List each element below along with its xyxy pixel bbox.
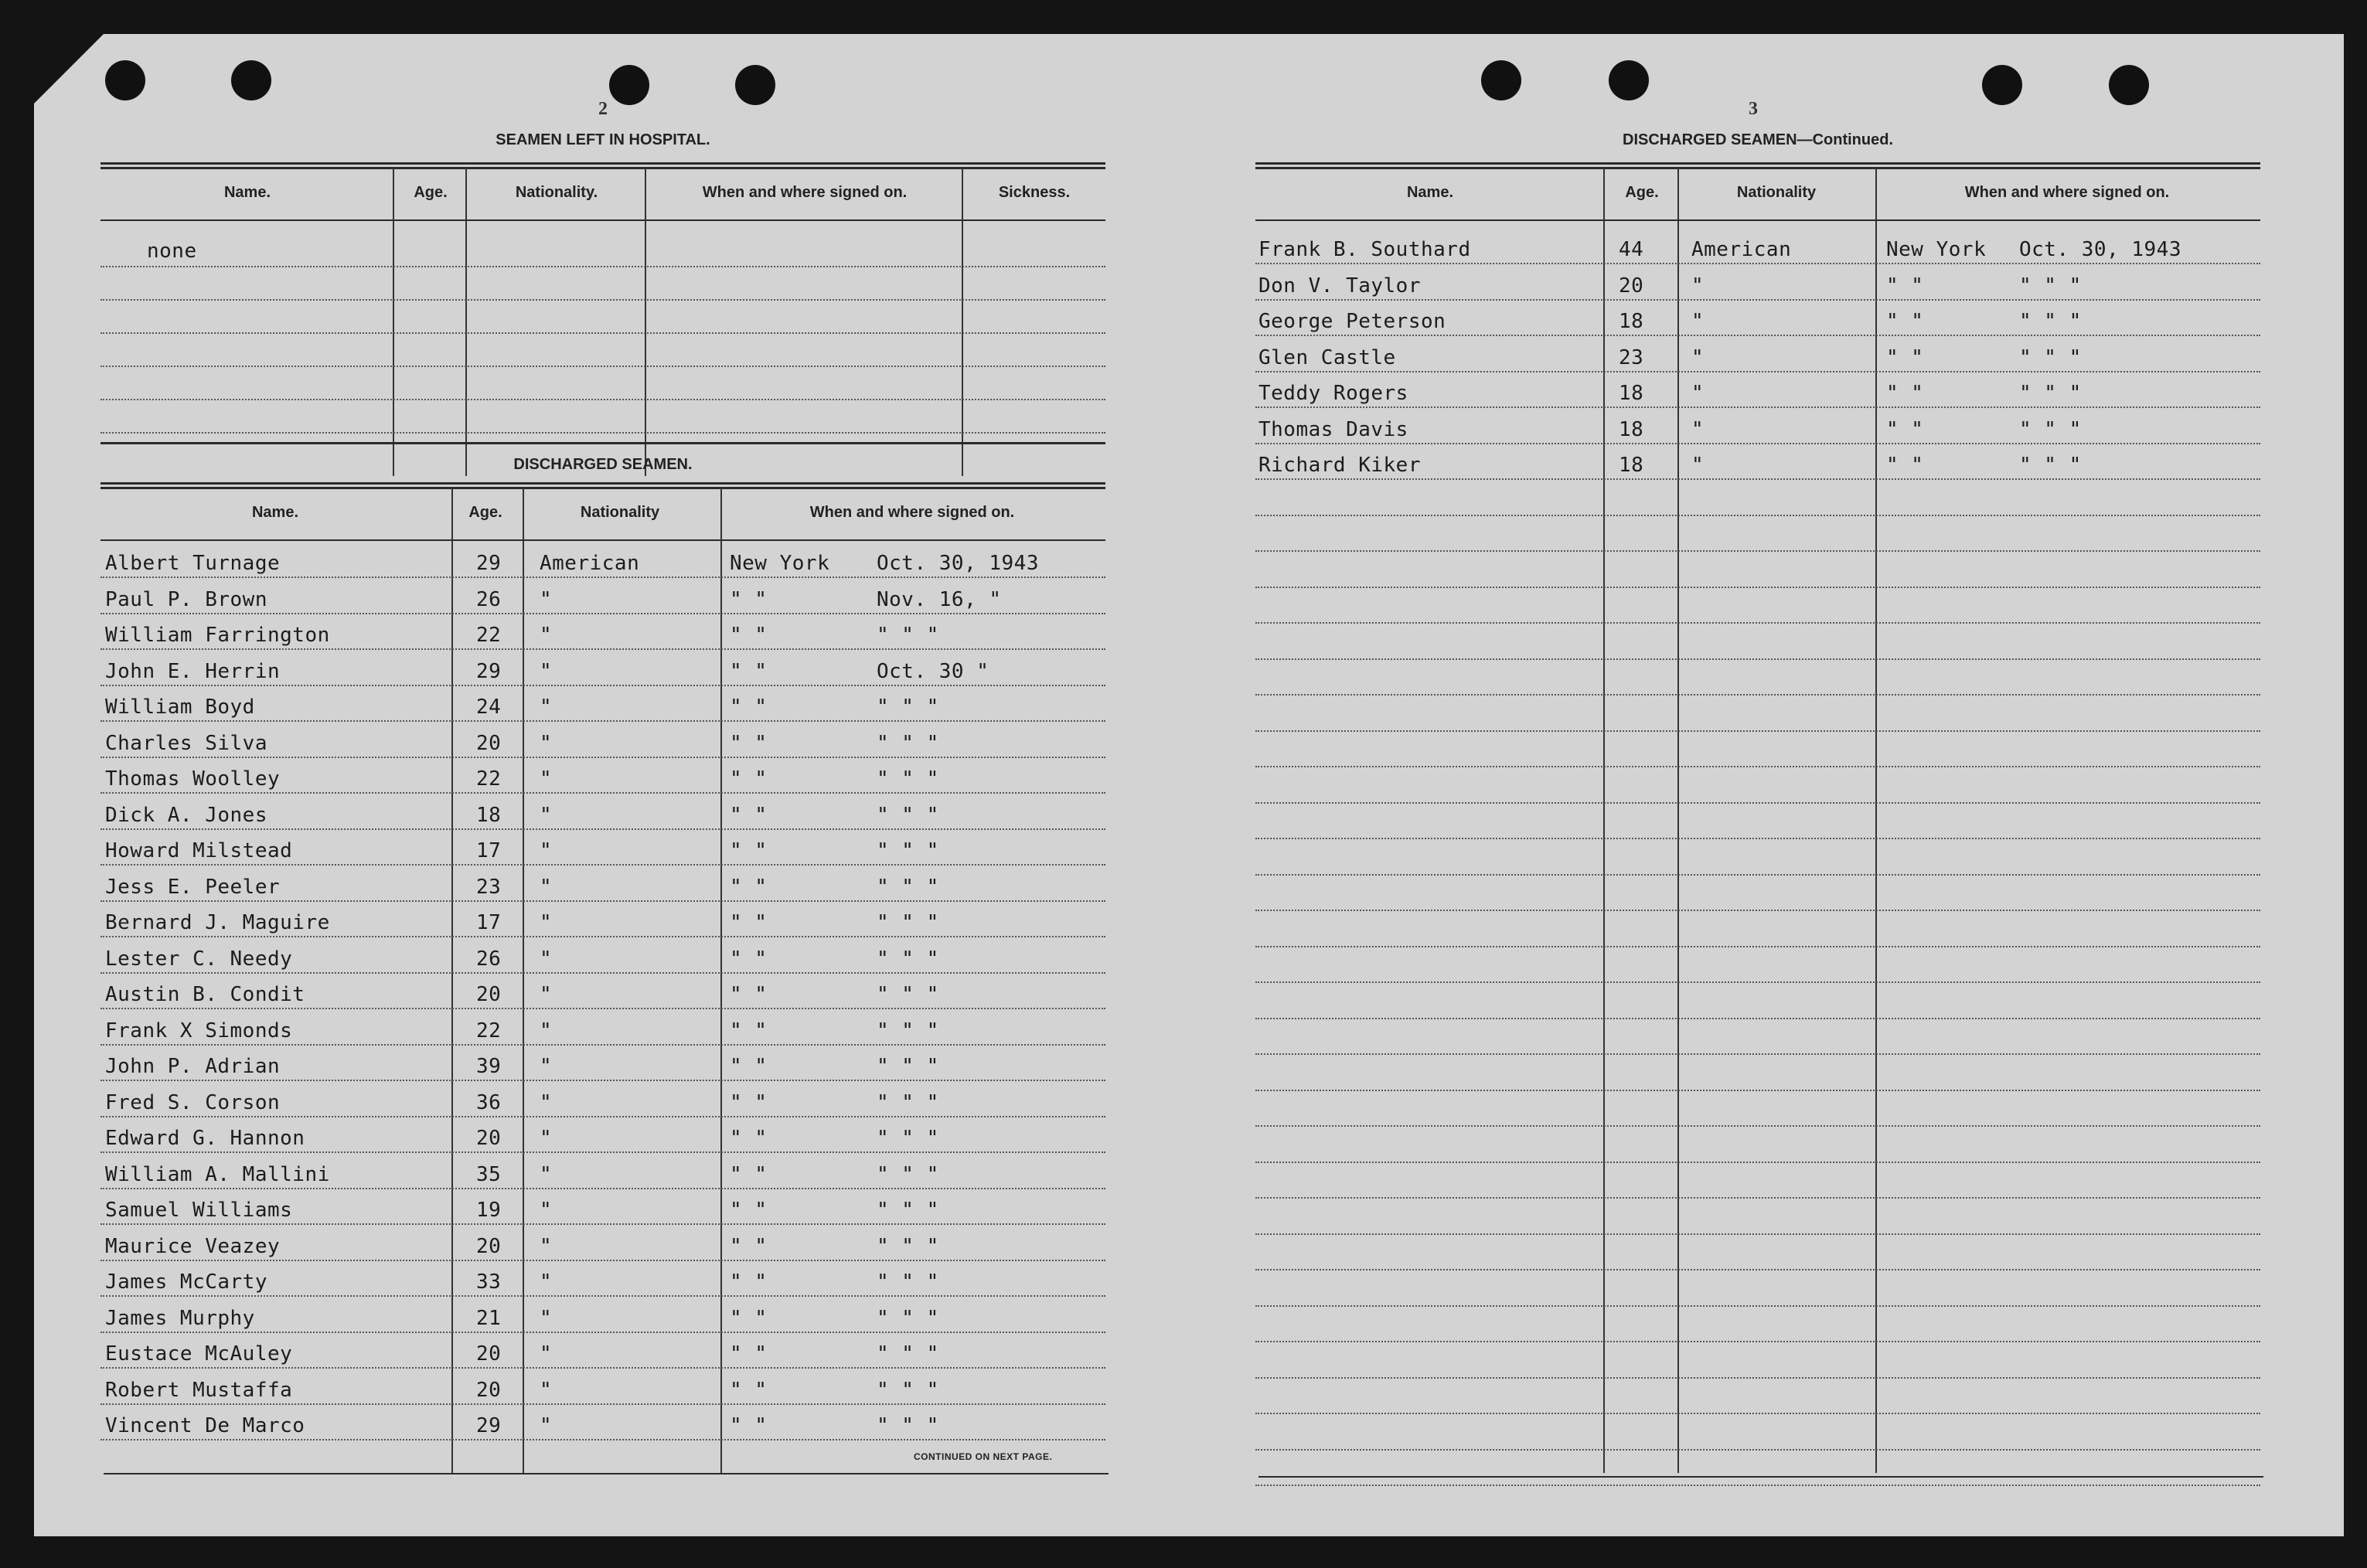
signed-on-place: " " [730,659,768,683]
seaman-name: William Farrington [105,624,330,647]
seaman-nationality: " [1691,382,1705,405]
signed-on-date: Oct. 30 " [877,659,989,683]
seaman-age: 18 [1619,417,1644,441]
signed-on-date: " " " [877,1055,939,1078]
seaman-nationality: " [540,731,553,755]
seaman-name: Richard Kiker [1258,454,1421,477]
ruled-line [1255,515,2260,516]
discharged-col-name: Name. [251,504,299,521]
seaman-name: Samuel Williams [105,1199,293,1222]
ruled-line [1255,1413,2260,1414]
seaman-age: 21 [476,1306,502,1330]
seaman-name: Thomas Davis [1258,417,1408,441]
seaman-age: 22 [476,1019,502,1042]
ruled-line [1255,1305,2260,1307]
ruled-line [100,648,1105,650]
signed-on-place: " " [730,1162,768,1186]
signed-on-place: " " [730,1090,768,1114]
signed-on-date: " " " [2019,382,2082,405]
ruled-line [1255,1341,2260,1342]
signed-on-place: " " [730,1055,768,1078]
signed-on-date: " " " [877,911,939,934]
ruled-line [1255,1449,2260,1451]
seaman-age: 26 [476,587,502,611]
seaman-name: Austin B. Condit [105,983,305,1006]
punch-hole-icon [231,60,271,100]
seaman-age: 36 [476,1090,502,1114]
signed-on-date: " " " [877,1019,939,1042]
page-number-left: 2 [598,99,608,119]
signed-on-date: " " " [2019,310,2082,333]
ruled-line [100,828,1105,830]
signed-on-place: " " [1886,454,1924,477]
ruled-line [1255,910,2260,911]
signed-on-place: " " [730,1199,768,1222]
seaman-name: Jess E. Peeler [105,875,281,899]
hospital-section-title: SEAMEN LEFT IN HOSPITAL. [496,131,710,148]
seaman-age: 19 [476,1199,502,1222]
hospital-col-sickness: Sickness. [998,184,1071,201]
signed-on-date: " " " [877,1306,939,1330]
seaman-nationality: " [540,1199,553,1222]
continued-note: CONTINUED ON NEXT PAGE. [914,1451,1053,1462]
seaman-age: 20 [476,1234,502,1258]
ruled-line [1255,802,2260,804]
ruled-line [1255,766,2260,767]
seaman-age: 29 [476,659,502,683]
seaman-age: 22 [476,767,502,791]
ledger-sheet [34,34,2344,1536]
signed-on-date: " " " [877,1270,939,1294]
seaman-name: Albert Turnage [105,552,281,575]
ruled-line [100,1295,1105,1297]
seaman-age: 18 [476,803,502,827]
seaman-nationality: American [1691,238,1792,261]
signed-on-place: " " [730,1234,768,1258]
ruled-line [100,366,1105,367]
ruled-line [1255,550,2260,552]
ruled-line [1255,263,2260,264]
signed-on-place: " " [1886,417,1924,441]
signed-on-date: " " " [877,696,939,719]
signed-on-place: " " [730,1342,768,1366]
seaman-name: Frank X Simonds [105,1019,293,1042]
seaman-nationality: " [540,1019,553,1042]
signed-on-place: " " [730,803,768,827]
signed-on-date: Oct. 30, 1943 [877,552,1039,575]
ruled-line [100,1223,1105,1225]
seaman-age: 20 [476,983,502,1006]
discharged-top-rule [100,482,1105,485]
signed-on-place: " " [730,1270,768,1294]
seaman-age: 20 [476,731,502,755]
ruled-line [1255,874,2260,876]
ruled-line [100,266,1105,267]
signed-on-date: " " " [877,624,939,647]
signed-on-date: " " " [877,1090,939,1114]
seaman-age: 23 [1619,345,1644,369]
signed-on-date: " " " [877,1199,939,1222]
ruled-line [1255,838,2260,839]
seaman-age: 24 [476,696,502,719]
signed-on-date: " " " [877,839,939,862]
ruled-line [1255,1485,2260,1486]
ruled-line [100,432,1105,434]
seaman-age: 18 [1619,382,1644,405]
ruled-line [1255,1090,2260,1091]
seaman-nationality: " [540,1342,553,1366]
signed-on-date: " " " [877,803,939,827]
seaman-nationality: " [540,1162,553,1186]
signed-on-date: " " " [2019,345,2082,369]
ruled-line [100,1403,1105,1405]
ruled-line [1255,1233,2260,1235]
ruled-line [1255,694,2260,696]
ruled-line [100,1080,1105,1081]
signed-on-place: " " [730,875,768,899]
discharged-section-title: DISCHARGED SEAMEN. [513,456,693,473]
signed-on-date: " " " [877,1342,939,1366]
ruled-line [100,685,1105,686]
ruled-line [100,900,1105,902]
seaman-nationality: " [540,1378,553,1402]
right-col-nationality: Nationality [1736,184,1817,201]
ruled-line [1255,299,2260,301]
seaman-nationality: " [540,1234,553,1258]
ruled-line [1255,1162,2260,1163]
ruled-line [100,936,1105,937]
seaman-age: 26 [476,947,502,971]
seaman-nationality: " [540,624,553,647]
right-header-rule [1255,219,2260,221]
discharged-col-divider [720,487,722,1473]
seaman-nationality: " [540,1414,553,1437]
seaman-nationality: " [540,911,553,934]
seaman-nationality: " [540,1090,553,1114]
right-col-name: Name. [1406,184,1454,201]
signed-on-date: " " " [877,875,939,899]
signed-on-date: " " " [2019,417,2082,441]
ruled-line [1255,981,2260,983]
ruled-line [100,864,1105,866]
seaman-age: 33 [476,1270,502,1294]
ruled-line [100,792,1105,794]
discharged-col-divider [451,487,453,1473]
torn-corner [34,34,104,104]
ruled-line [100,1044,1105,1046]
ruled-line [100,972,1105,974]
signed-on-place: New York [730,552,830,575]
signed-on-place: " " [730,1127,768,1150]
ruled-line [100,332,1105,334]
ruled-line [1255,335,2260,336]
seaman-name: Charles Silva [105,731,267,755]
discharged-col-age: Age. [468,504,502,521]
seaman-nationality: " [540,587,553,611]
seaman-nationality: " [540,767,553,791]
signed-on-date: " " " [877,1414,939,1437]
right-col-divider [1677,167,1679,1473]
signed-on-place: " " [730,767,768,791]
ruled-line [100,1439,1105,1440]
seaman-nationality: " [540,983,553,1006]
seaman-nationality: " [540,803,553,827]
signed-on-date: " " " [2019,454,2082,477]
seaman-nationality: " [540,659,553,683]
discharged-bottom-rule [104,1473,1109,1474]
discharged-header-rule [100,539,1105,541]
seaman-name: Robert Mustaffa [105,1378,293,1402]
seaman-name: Maurice Veazey [105,1234,281,1258]
punch-hole-icon [1609,60,1649,100]
seaman-nationality: " [540,947,553,971]
seaman-name: William Boyd [105,696,255,719]
signed-on-place: " " [730,1306,768,1330]
signed-on-place: " " [730,696,768,719]
seaman-nationality: " [540,875,553,899]
signed-on-date: " " " [877,767,939,791]
punch-hole-icon [105,60,145,100]
seaman-name: John P. Adrian [105,1055,281,1078]
signed-on-place: " " [730,587,768,611]
ruled-line [100,577,1105,578]
right-col-signed-on: When and where signed on. [1964,184,2170,201]
seaman-name: James Murphy [105,1306,255,1330]
ruled-line [1255,443,2260,444]
signed-on-place: " " [730,731,768,755]
punch-hole-icon [735,65,775,105]
ruled-line [100,757,1105,758]
right-col-divider [1603,167,1605,1473]
seaman-name: Fred S. Corson [105,1090,281,1114]
seaman-age: 35 [476,1162,502,1186]
punch-hole-icon [1982,65,2022,105]
hospital-top-rule [100,162,1105,165]
seaman-name: Howard Milstead [105,839,293,862]
seaman-name: Eustace McAuley [105,1342,293,1366]
right-col-divider [1875,167,1877,1473]
ruled-line [100,720,1105,722]
seaman-name: Frank B. Southard [1258,238,1471,261]
discharged-col-nationality: Nationality [580,504,660,521]
seaman-age: 18 [1619,454,1644,477]
discharged-col-signed-on: When and where signed on. [809,504,1015,521]
seaman-age: 17 [476,911,502,934]
hospital-col-divider [962,167,963,476]
seaman-name: Don V. Taylor [1258,274,1421,298]
discharged-col-divider [523,487,524,1473]
punch-hole-icon [2109,65,2149,105]
hospital-header-rule [100,219,1105,221]
ruled-line [100,299,1105,301]
signed-on-date: Oct. 30, 1943 [2019,238,2181,261]
signed-on-date: " " " [877,731,939,755]
signed-on-place: " " [730,1378,768,1402]
seaman-name: Paul P. Brown [105,587,267,611]
signed-on-date: " " " [877,1234,939,1258]
ruled-line [1255,1125,2260,1127]
hospital-col-divider [465,167,467,476]
continued-section-title: DISCHARGED SEAMEN—Continued. [1623,131,1893,148]
seaman-age: 29 [476,1414,502,1437]
seaman-age: 29 [476,552,502,575]
seaman-nationality: " [1691,274,1705,298]
ruled-line [1255,1053,2260,1055]
seaman-name: Bernard J. Maguire [105,911,330,934]
right-bottom-rule [1258,1476,2263,1478]
seaman-age: 20 [1619,274,1644,298]
seaman-age: 20 [476,1127,502,1150]
seaman-age: 17 [476,839,502,862]
ruled-line [1255,946,2260,947]
seaman-nationality: " [540,696,553,719]
signed-on-place: " " [1886,345,1924,369]
seaman-nationality: American [540,552,640,575]
seaman-nationality: " [540,1270,553,1294]
seaman-age: 39 [476,1055,502,1078]
ruled-line [1255,1018,2260,1019]
signed-on-place: " " [1886,382,1924,405]
right-top-rule [1255,162,2260,165]
signed-on-place: " " [730,983,768,1006]
hospital-col-name: Name. [223,184,271,201]
seaman-age: 18 [1619,310,1644,333]
signed-on-place: " " [730,1414,768,1437]
ruled-line [100,1116,1105,1117]
signed-on-place: " " [730,947,768,971]
punch-hole-icon [1481,60,1521,100]
hospital-bottom-rule [100,442,1105,444]
seaman-name: Teddy Rogers [1258,382,1408,405]
signed-on-place: " " [730,839,768,862]
signed-on-place: " " [730,624,768,647]
signed-on-date: " " " [877,1127,939,1150]
signed-on-date: " " " [2019,274,2082,298]
seaman-nationality: " [1691,454,1705,477]
signed-on-place: " " [1886,274,1924,298]
ruled-line [1255,730,2260,732]
seaman-age: 23 [476,875,502,899]
ruled-line [1255,658,2260,660]
ruled-line [1255,1197,2260,1199]
seaman-name: Edward G. Hannon [105,1127,305,1150]
ruled-line [1255,1377,2260,1379]
signed-on-date: " " " [877,1378,939,1402]
seaman-nationality: " [1691,310,1705,333]
signed-on-place: " " [730,1019,768,1042]
right-col-age: Age. [1625,184,1659,201]
seaman-age: 22 [476,624,502,647]
ruled-line [100,1367,1105,1369]
seaman-name: Glen Castle [1258,345,1396,369]
seaman-name: George Peterson [1258,310,1446,333]
seaman-name: Vincent De Marco [105,1414,305,1437]
signed-on-date: Nov. 16, " [877,587,1002,611]
ruled-line [100,1151,1105,1153]
seaman-nationality: " [540,1306,553,1330]
signed-on-date: " " " [877,1162,939,1186]
seaman-name: James McCarty [105,1270,267,1294]
ruled-line [1255,587,2260,588]
signed-on-place: New York [1886,238,1987,261]
ruled-line [100,1260,1105,1261]
seaman-age: 44 [1619,238,1644,261]
ruled-line [100,1332,1105,1333]
ruled-line [1255,478,2260,480]
signed-on-date: " " " [877,983,939,1006]
ruled-line [100,399,1105,400]
signed-on-date: " " " [877,947,939,971]
ruled-line [100,1008,1105,1009]
seaman-name: Dick A. Jones [105,803,267,827]
seaman-age: 20 [476,1378,502,1402]
signed-on-place: " " [730,911,768,934]
ruled-line [1255,1269,2260,1270]
hospital-entry: none [147,240,197,263]
seaman-name: William A. Mallini [105,1162,330,1186]
hospital-col-divider [393,167,394,476]
seaman-nationality: " [540,1127,553,1150]
seaman-age: 20 [476,1342,502,1366]
ruled-line [1255,371,2260,372]
hospital-col-nationality: Nationality. [515,184,598,201]
ruled-line [1255,406,2260,408]
hospital-col-age: Age. [414,184,448,201]
seaman-name: Thomas Woolley [105,767,281,791]
hospital-col-divider [645,167,646,476]
seaman-nationality: " [540,1055,553,1078]
seaman-nationality: " [540,839,553,862]
ruled-line [100,1188,1105,1189]
signed-on-place: " " [1886,310,1924,333]
seaman-name: Lester C. Needy [105,947,293,971]
hospital-col-signed-on: When and where signed on. [702,184,908,201]
seaman-nationality: " [1691,345,1705,369]
ruled-line [1255,622,2260,624]
page-number-right: 3 [1749,99,1758,119]
seaman-name: John E. Herrin [105,659,281,683]
ruled-line [100,613,1105,614]
seaman-nationality: " [1691,417,1705,441]
